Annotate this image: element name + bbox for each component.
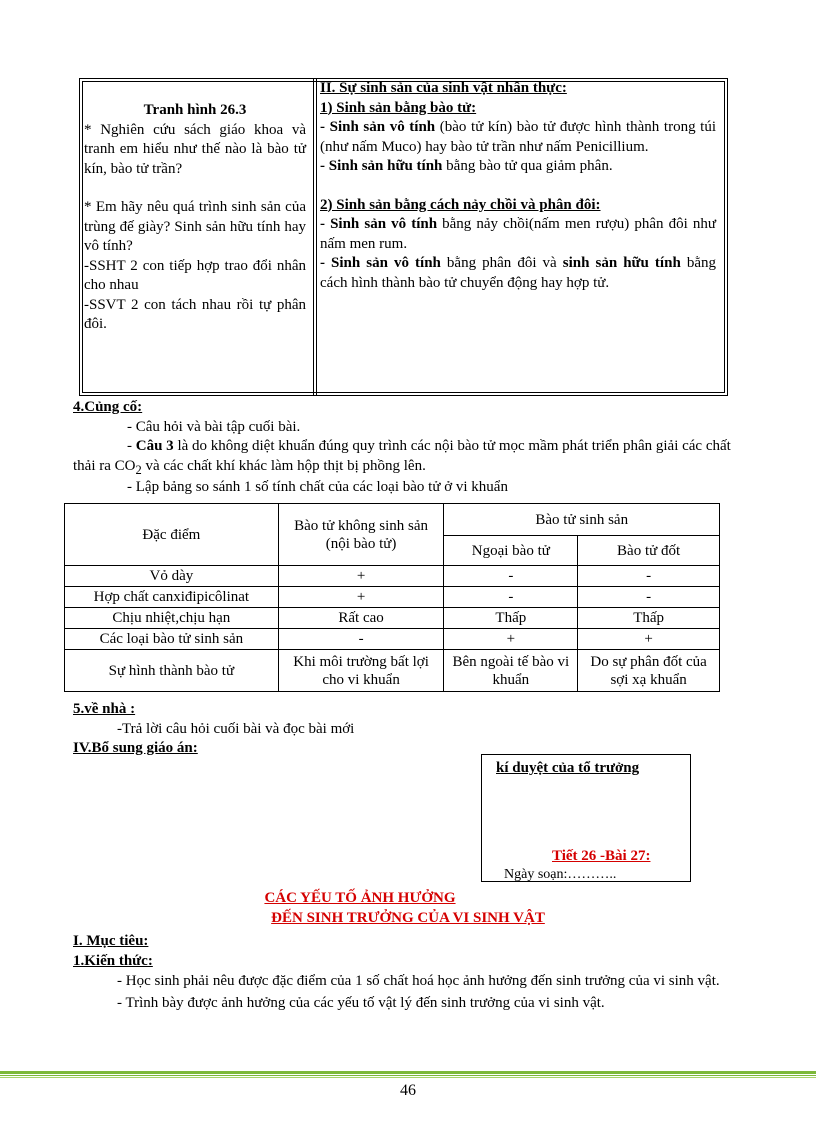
table-cell: Rất cao bbox=[278, 608, 444, 629]
objectives-heading: I. Mục tiêu: bbox=[73, 933, 149, 949]
table-row bbox=[65, 566, 720, 587]
lesson-title-line-1: CÁC YẾU TỐ ẢNH HƯỞNG bbox=[264, 890, 456, 906]
objectives bbox=[73, 932, 753, 1015]
table-row bbox=[65, 650, 720, 692]
paragraph-asexual-spores: - Sinh sản vô tính (bào tử kín) bào tử được hình thành trong túi (như nấm Muco) hay bào tử trần như nấm Penicillium. bbox=[320, 119, 717, 155]
section-5-heading: 5.về nhà : bbox=[73, 701, 136, 717]
objective-1: - Học sinh phải nêu được đặc điểm của 1 số chất hoá học ảnh hưởng đến sinh trưởng của vi sinh vật. bbox=[117, 973, 720, 989]
question-2: * Em hãy nêu quá trình sinh sản của trùng đế giày? Sinh sản hữu tính hay vô tính? bbox=[84, 199, 306, 254]
table-cell: Bên ngoài tế bào vi khuẩn bbox=[444, 650, 578, 692]
table-row bbox=[65, 608, 720, 629]
objective-2: - Trình bày được ảnh hưởng của các yếu tố vật lý đến sinh trưởng của vi sinh vật. bbox=[117, 995, 605, 1012]
table-cell: + bbox=[578, 629, 720, 650]
footer-rule bbox=[0, 1075, 816, 1076]
section-4-heading: 4.Củng cố: bbox=[73, 399, 143, 415]
section-4-line-2: - Câu 3 là do không diệt khuẩn đúng quy trình các nội bào tử mọc mầm phát triển phân giải các chất thải ra $CO_2$ và các chất khí khác làm hộp thịt bị phồng lên. bbox=[73, 438, 731, 477]
section-iv-heading: IV.Bổ sung giáo án: bbox=[73, 740, 198, 756]
approval-box bbox=[481, 754, 691, 882]
footer-rule bbox=[0, 1071, 816, 1074]
figure-caption: Tranh hình 26.3 bbox=[143, 102, 247, 118]
subheading-budding: 2) Sinh sản bằng cách nảy chồi và phân đôi: bbox=[320, 196, 601, 213]
header-exospore: Ngoại bào tử bbox=[444, 536, 578, 566]
table-cell: Thấp bbox=[578, 608, 720, 629]
table-cell: Vỏ dày bbox=[65, 566, 279, 587]
paragraph-budding: - Sinh sản vô tính bằng nảy chồi(nấm men rượu) phân đôi như nấm men rum. bbox=[320, 216, 716, 252]
prep-date: Ngày soạn:……….. bbox=[504, 867, 617, 882]
table-cell: Chịu nhiệt,chịu hạn bbox=[65, 608, 279, 629]
table-cell: Hợp chất canxiđipicôlinat bbox=[65, 587, 279, 608]
table-cell: Do sự phân đốt của sợi xạ khuẩn bbox=[578, 650, 720, 692]
table-cell: + bbox=[444, 629, 578, 650]
table-cell: - bbox=[278, 629, 444, 650]
table-cell: - bbox=[578, 587, 720, 608]
table-cell: + bbox=[278, 587, 444, 608]
table-cell: + bbox=[278, 566, 444, 587]
lesson-title-line-2: ĐẾN SINH TRƯỞNG CỦA VI SINH VẬT bbox=[271, 909, 545, 926]
spore-comparison-table bbox=[64, 503, 720, 692]
page-number: 46 bbox=[400, 1082, 416, 1099]
paragraph-fission: - Sinh sản vô tính bằng phân đôi và sinh sản hữu tính bằng cách hình thành bào tử chuyển động hay hợp tử. bbox=[320, 255, 716, 291]
lesson-title bbox=[0, 889, 816, 928]
paragraph-sexual-spores: - Sinh sản hữu tính bằng bào tử qua giảm phân. bbox=[320, 158, 613, 174]
table-cell: - bbox=[578, 566, 720, 587]
table-cell: Thấp bbox=[444, 608, 578, 629]
lesson-number: Tiết 26 -Bài 27: bbox=[552, 848, 651, 864]
section-5-line-1: -Trả lời câu hỏi cuối bài và đọc bài mới bbox=[117, 720, 355, 737]
table-row bbox=[65, 629, 720, 650]
column-divider bbox=[316, 79, 317, 395]
table-cell: Sự hình thành bào tử bbox=[65, 650, 279, 692]
section-heading: II. Sự sinh sản của sinh vật nhân thực: bbox=[320, 80, 567, 96]
section-5 bbox=[73, 700, 473, 759]
footer-rule bbox=[0, 1077, 816, 1078]
table-cell: Khi môi trường bất lợi cho vi khuẩn bbox=[278, 650, 444, 692]
subheading-spores: 1) Sinh sản bằng bào tử: bbox=[320, 99, 477, 116]
table-row bbox=[65, 587, 720, 608]
answer-2: -SSVT 2 con tách nhau rồi tự phân đôi. bbox=[84, 296, 306, 332]
table-cell: Các loại bào tử sinh sản bbox=[65, 629, 279, 650]
header-reproductive: Bào tử sinh sản bbox=[444, 504, 720, 536]
approval-title: kí duyệt của tổ trưởng bbox=[496, 760, 640, 776]
column-divider bbox=[313, 79, 314, 395]
right-column bbox=[320, 79, 716, 293]
table-cell: - bbox=[444, 566, 578, 587]
section-4-line-3: - Lập bảng so sánh 1 số tính chất của các loại bào tử ở vi khuẩn bbox=[127, 478, 508, 495]
section-4-line-1: - Câu hỏi và bài tập cuối bài. bbox=[127, 418, 301, 435]
table-cell: - bbox=[444, 587, 578, 608]
knowledge-heading: 1.Kiến thức: bbox=[73, 952, 153, 969]
header-segment-spore: Bào tử đốt bbox=[578, 536, 720, 566]
question-1: * Nghiên cứu sách giáo khoa và tranh em hiểu như thế nào là bào tử kín, bào tử trần? bbox=[84, 121, 306, 177]
header-non-reproductive: Bào tử không sinh sản (nội bào tử) bbox=[278, 504, 444, 566]
left-column bbox=[84, 99, 306, 335]
header-feature: Đặc điểm bbox=[65, 504, 279, 566]
section-4 bbox=[73, 398, 753, 497]
lesson-table bbox=[79, 78, 728, 396]
answer-1: -SSHT 2 con tiếp hợp trao đổi nhân cho nhau bbox=[84, 257, 306, 293]
